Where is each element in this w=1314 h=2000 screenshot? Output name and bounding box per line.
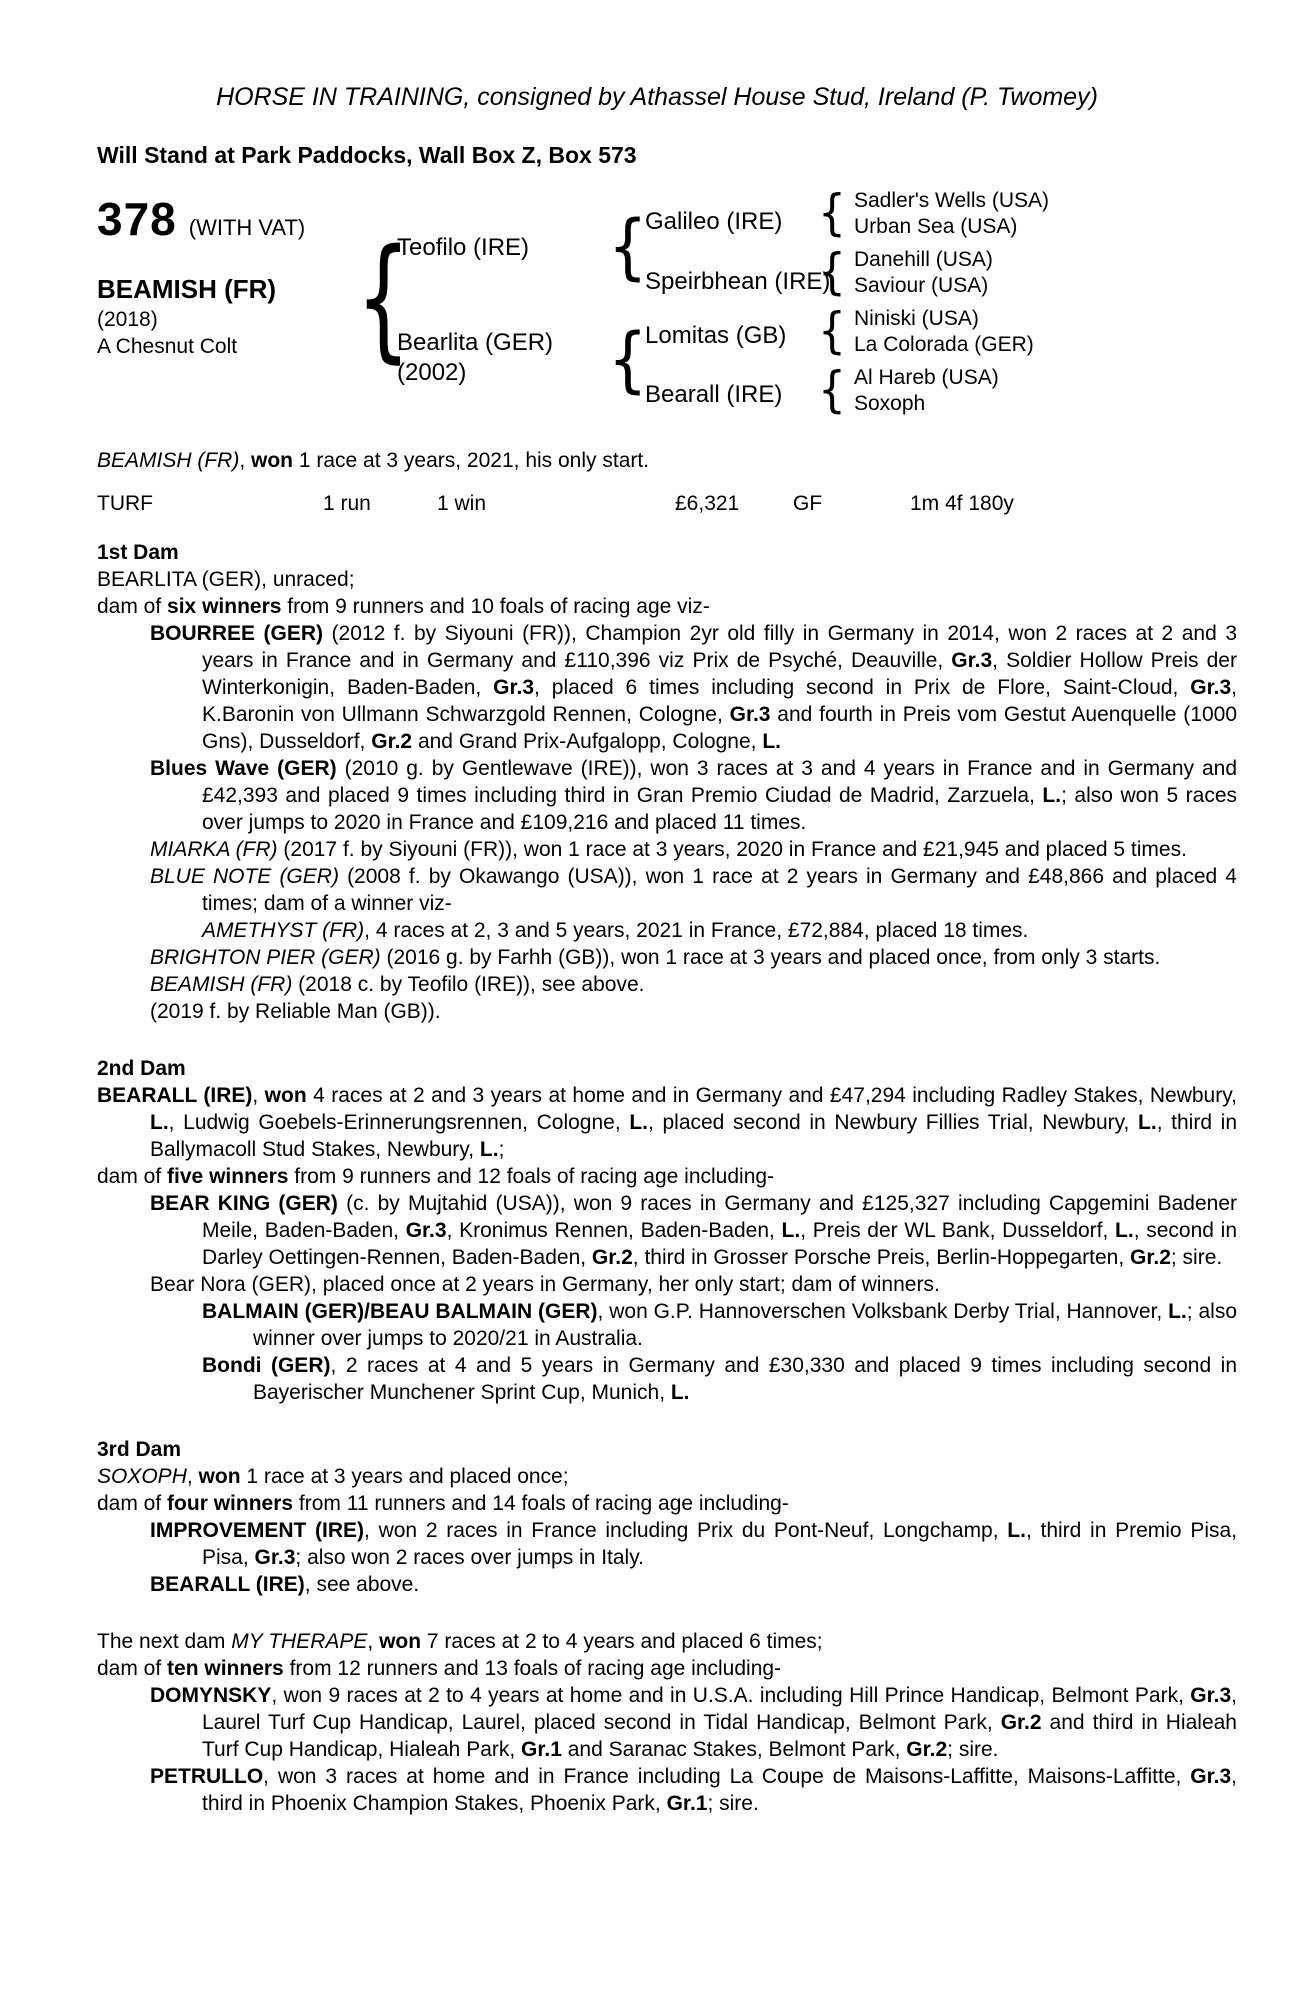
dam2-name-line: BEARALL (IRE), won 4 races at 2 and 3 years at home and in Germany and £47,294 including Radley Stakes, Newbury, L., Ludwig Goebels-Erinnerungsrennen, Cologne, L., placed second in Newbury Fillies Trial, Newbury, L., third in Ballymacoll Stud Stakes, Newbury, L.;	[97, 1084, 1238, 1161]
progeny-entry-blue-note: BLUE NOTE (GER) (2008 f. by Okawango (USA)), won 1 race at 2 years in Germany and £48,866 and placed 4 times; dam of a winner viz-	[150, 865, 1237, 915]
stat-runs: 1 run	[323, 492, 371, 515]
gen4-pair	[818, 243, 993, 301]
progeny-entry-blues-wave: Blues Wave (GER) (2010 g. by Gentlewave (IRE)), won 3 races at 3 and 4 years in France and in Germany and £42,393 and placed 9 times including third in Gran Premio Ciudad de Madrid, Zarzuela, L.; also won 5 races over jumps to 2020 in France and £109,216 and placed 11 times.	[150, 757, 1237, 834]
pedigree-brace-icon: {	[818, 302, 846, 360]
pedigree-brace-icon: {	[818, 184, 846, 242]
pedigree-brace-icon: {	[818, 361, 846, 419]
second-dam-heading: 2nd Dam	[97, 1057, 186, 1080]
gen4-name: Niniski (USA)	[854, 307, 979, 330]
stand-location: Will Stand at Park Paddocks, Wall Box Z, Box 573	[97, 142, 637, 168]
horse-colour-description: A Chesnut Colt	[97, 335, 238, 358]
dam-name: Bearlita (GER)	[397, 329, 554, 356]
pedigree-brace-icon: {	[608, 204, 648, 289]
progeny-entry-domynsky: DOMYNSKY, won 9 races at 2 to 4 years at home and in U.S.A. including Hill Prince Handicap, Belmont Park, Gr.3, Laurel Turf Cup Handicap, Laurel, placed second in Tidal Handicap, Belmont Park, Gr.2 and third in Hialeah Turf Cup Handicap, Hialeah Park, Gr.1 and Saranac Stakes, Belmont Park, Gr.2; sire.	[150, 1684, 1237, 1761]
progeny-entry-bearall-see-above: BEARALL (IRE), see above.	[150, 1573, 420, 1596]
grandsire-name: Lomitas (GB)	[645, 322, 787, 349]
dam2-produce-summary: dam of five winners from 9 runners and 12 foals of racing age including-	[97, 1165, 775, 1188]
gen4-pair	[818, 302, 1034, 360]
dam4-produce-summary: dam of ten winners from 12 runners and 13 foals of racing age including-	[97, 1657, 782, 1680]
progeny-entry-balmain: BALMAIN (GER)/BEAU BALMAIN (GER), won G.P. Hannoverschen Volksbank Derby Trial, Hannover, L.; also winner over jumps to 2020/21 in Australia.	[202, 1300, 1237, 1350]
gen4-name: La Colorada (GER)	[854, 333, 1034, 356]
catalogue-body	[97, 447, 1237, 1817]
dam3-name-line: SOXOPH, won 1 race at 3 years and placed once;	[97, 1465, 569, 1488]
progeny-entry-amethyst: AMETHYST (FR), 4 races at 2, 3 and 5 years, 2021 in France, £72,884, placed 18 times.	[202, 919, 1029, 942]
stat-wins: 1 win	[437, 492, 487, 515]
sire-name: Teofilo (IRE)	[397, 234, 530, 261]
stat-distance: 1m 4f 180y	[910, 492, 1014, 515]
gen4-pair	[818, 361, 999, 419]
progeny-entry-bear-king: BEAR KING (GER) (c. by Mujtahid (USA)), won 9 races in Germany and £125,327 including Capgemini Badener Meile, Baden-Baden, Gr.3, Kronimus Rennen, Baden-Baden, L., Preis der WL Bank, Dusseldorf, L., second in Darley Oettingen-Rennen, Baden-Baden, Gr.2, third in Grosser Porsche Preis, Berlin-Hoppegarten, Gr.2; sire.	[150, 1192, 1238, 1269]
next-dam-line: The next dam MY THERAPE, won 7 races at 2 to 4 years and placed 6 times;	[97, 1630, 823, 1653]
progeny-entry-bondi: Bondi (GER), 2 races at 4 and 5 years in Germany and £30,330 and placed 9 times including second in Bayerischer Munchener Sprint Cup, Munich, L.	[202, 1354, 1237, 1404]
gen4-name: Saviour (USA)	[854, 274, 989, 297]
dam1-name-line: BEARLITA (GER), unraced;	[97, 568, 355, 591]
progeny-entry-brighton-pier: BRIGHTON PIER (GER) (2016 g. by Farhh (GB)), won 1 race at 3 years and placed once, from only 3 starts.	[150, 946, 1161, 969]
dam3-produce-summary: dam of four winners from 11 runners and 14 foals of racing age including-	[97, 1492, 789, 1515]
progeny-entry-2019-filly: (2019 f. by Reliable Man (GB)).	[150, 1000, 441, 1023]
gen4-name: Soxoph	[854, 392, 926, 415]
gen4-name: Sadler's Wells (USA)	[854, 189, 1049, 212]
gen4-pair	[818, 184, 1049, 242]
pedigree-brace-icon: {	[608, 317, 648, 402]
stat-going: GF	[793, 492, 823, 515]
progeny-entry-beamish: BEAMISH (FR) (2018 c. by Teofilo (IRE)), see above.	[150, 973, 645, 996]
granddam-name: Speirbhean (IRE)	[645, 268, 831, 295]
third-dam-heading: 3rd Dam	[97, 1438, 182, 1461]
stat-surface: TURF	[97, 492, 153, 515]
horse-birth-year: (2018)	[97, 308, 158, 331]
first-dam-heading: 1st Dam	[97, 541, 179, 564]
gen4-name: Danehill (USA)	[854, 248, 993, 271]
horse-name: BEAMISH (FR)	[97, 274, 277, 304]
progeny-entry-improvement: IMPROVEMENT (IRE), won 2 races in France including Prix du Pont-Neuf, Longchamp, L., third in Premio Pisa, Pisa, Gr.3; also won 2 races over jumps in Italy.	[150, 1519, 1238, 1569]
progeny-entry-bourree: BOURREE (GER) (2012 f. by Siyouni (FR)), Champion 2yr old filly in Germany in 2014, won 2 races at 2 and 3 years in France and in Germany and £110,396 viz Prix de Psyché, Deauville, Gr.3, Soldier Hollow Preis der Winterkonigin, Baden-Baden, Gr.3, placed 6 times including second in Prix de Flore, Saint-Cloud, Gr.3, K.Baronin von Ullmann Schwarzgold Rennen, Cologne, Gr.3 and fourth in Preis vom Gestut Auenquelle (1000 Gns), Dusseldorf, Gr.2 and Grand Prix-Aufgalopp, Cologne, L.	[150, 622, 1238, 753]
consignor-header: HORSE IN TRAINING, consigned by Athassel House Stud, Ireland (P. Twomey)	[216, 83, 1098, 111]
dam-birth-year: (2002)	[397, 359, 467, 386]
race-record-stats-row	[97, 490, 1237, 517]
dam1-produce-summary: dam of six winners from 9 runners and 10 foals of racing age viz-	[97, 595, 710, 618]
progeny-entry-miarka: MIARKA (FR) (2017 f. by Siyouni (FR)), won 1 race at 3 years, 2020 in France and £21,945 and placed 5 times.	[150, 838, 1187, 861]
pedigree-brace-icon: {	[818, 243, 846, 301]
granddam-name: Bearall (IRE)	[645, 381, 783, 408]
pedigree-table	[0, 186, 1314, 431]
stat-earnings: £6,321	[675, 492, 740, 515]
progeny-entry-bear-nora: Bear Nora (GER), placed once at 2 years in Germany, her only start; dam of winners.	[150, 1273, 940, 1296]
lot-number: 378	[97, 193, 177, 245]
progeny-entry-petrullo: PETRULLO, won 3 races at home and in France including La Coupe de Maisons-Laffitte, Maisons-Laffitte, Gr.3, third in Phoenix Champion Stakes, Phoenix Park, Gr.1; sire.	[150, 1765, 1237, 1815]
lot-line	[97, 192, 305, 246]
gen4-name: Urban Sea (USA)	[854, 215, 1018, 238]
race-record-summary: BEAMISH (FR), won 1 race at 3 years, 2021, his only start.	[97, 449, 650, 472]
grandsire-name: Galileo (IRE)	[645, 208, 783, 235]
gen4-name: Al Hareb (USA)	[854, 366, 999, 389]
pedigree-brace-icon: {	[356, 221, 411, 377]
vat-note: (WITH VAT)	[188, 215, 306, 240]
